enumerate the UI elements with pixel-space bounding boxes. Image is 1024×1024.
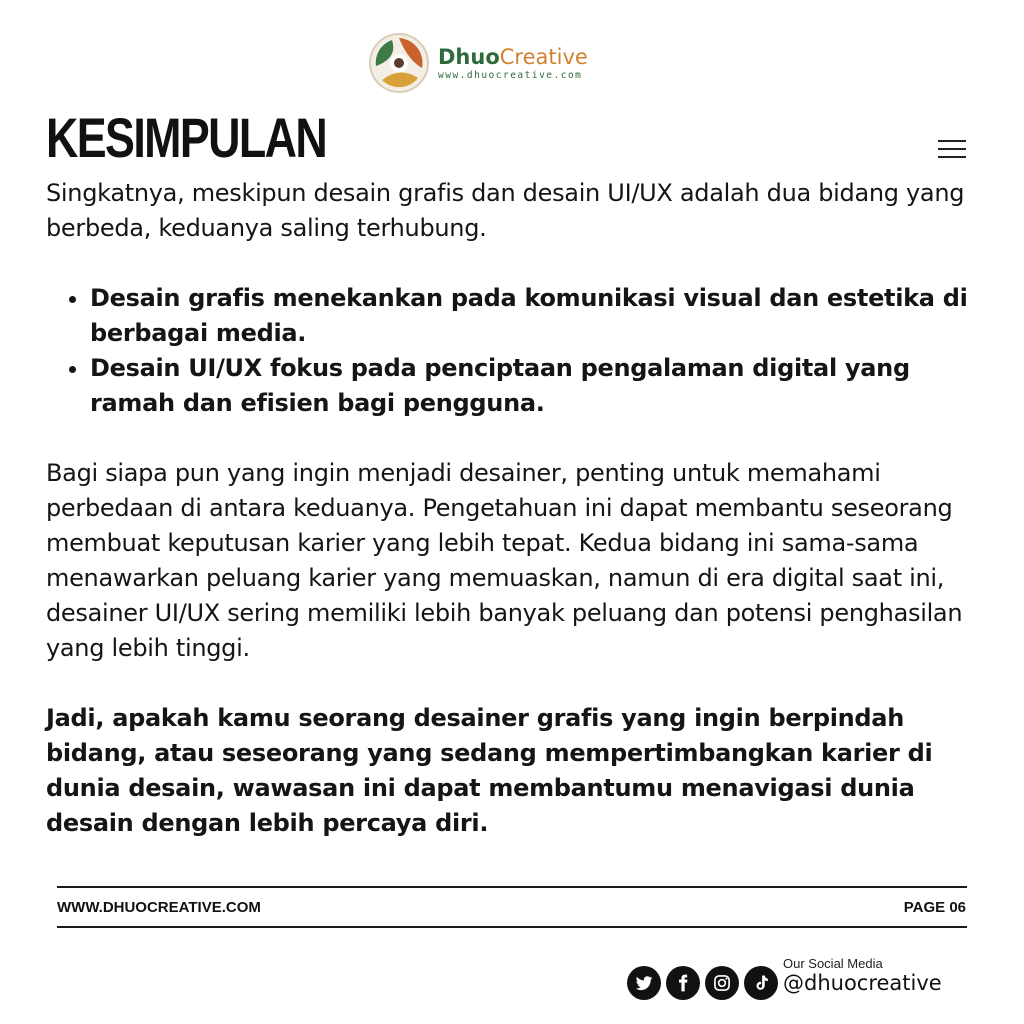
brand-url: www.dhuocreative.com [438,70,583,81]
article-content [46,176,976,841]
social-icons [627,966,778,1000]
page-title: KESIMPULAN [46,106,327,169]
bullet-item: • Desain grafis menekankan pada komunikasi visual dan estetika di berbagai media. [90,281,976,351]
instagram-icon[interactable] [705,966,739,1000]
body-paragraph: Bagi siapa pun yang ingin menjadi desainer, penting untuk memahami perbedaan di antara keduanya. Pengetahuan ini dapat membantu seseorang membuat keputusan karier yang lebih tepat. Kedua bidang ini sama-sama menawarkan peluang karier yang memuaskan, namun di era digital saat ini, desainer UI/UX sering memiliki lebih banyak peluang dan potensi penghasilan yang lebih tinggi. [46,459,963,662]
facebook-icon[interactable] [666,966,700,1000]
social-label: Our Social Media [783,956,883,971]
footer-divider-bottom [57,926,967,928]
menu-line-icon [938,156,966,158]
page-number: PAGE 06 [903,899,966,916]
dhuo-creative-logo-icon [368,32,430,94]
closing-paragraph: Jadi, apakah kamu seorang desainer grafis yang ingin berpindah bidang, atau seseorang yang sedang mempertimbangkan karier di dunia desain, wawasan ini dapat membantumu menavigasi dunia desain dengan lebih percaya diri. [46,704,933,837]
brand-name-part2: Creative [499,45,588,69]
intro-paragraph: Singkatnya, meskipun desain grafis dan desain UI/UX adalah dua bidang yang berbeda, keduanya saling terhubung. [46,179,965,242]
brand-name [438,45,588,69]
footer-divider-top [57,886,967,888]
brand-logo [368,32,588,94]
brand-name-part1: Dhuo [438,45,500,69]
twitter-icon[interactable] [627,966,661,1000]
menu-line-icon [938,140,966,142]
summary-bullets [46,281,976,421]
bullet-item: • Desain UI/UX fokus pada penciptaan pengalaman digital yang ramah dan efisien bagi pengguna. [90,351,976,421]
footer-website-link[interactable]: WWW.DHUOCREATIVE.COM [57,899,261,916]
hamburger-menu-button[interactable] [936,136,968,162]
social-handle[interactable]: @dhuocreative [783,971,942,995]
tiktok-icon[interactable] [744,966,778,1000]
menu-line-icon [938,148,966,150]
